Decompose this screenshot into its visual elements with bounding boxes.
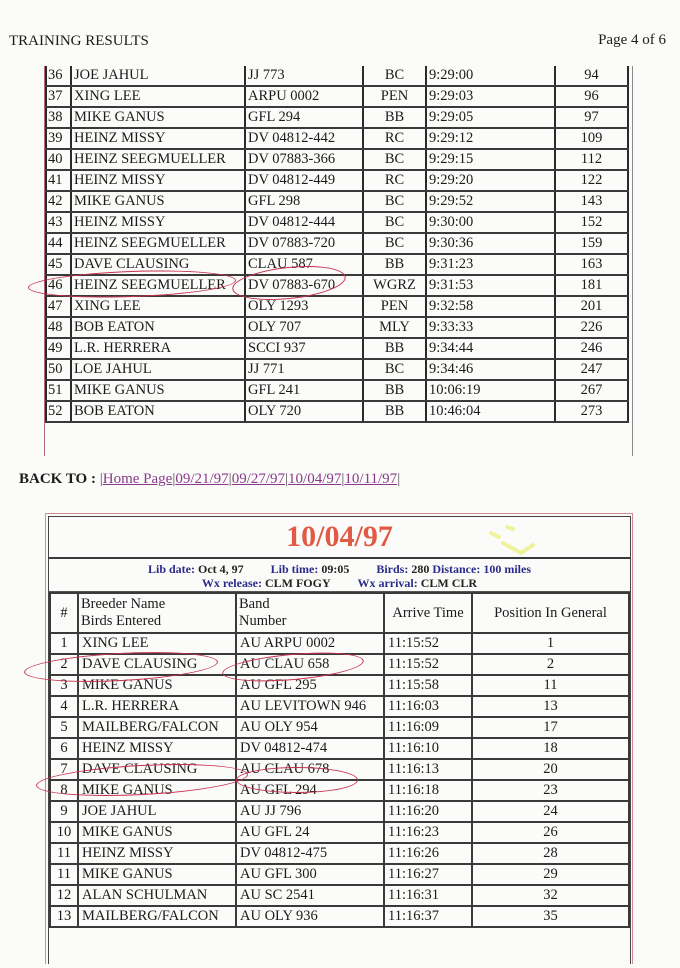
breeder-name: HEINZ MISSY xyxy=(78,738,236,759)
arrive-time: 9:29:00 xyxy=(426,66,555,86)
position: 96 xyxy=(555,86,628,107)
table-row xyxy=(46,338,628,359)
arrive-time: 9:32:58 xyxy=(426,296,555,317)
wx-release-label: Wx release: xyxy=(201,576,262,590)
row-number: 9 xyxy=(50,801,78,822)
row-number: 39 xyxy=(46,128,71,149)
band-number: GFL 241 xyxy=(245,380,363,401)
table-row xyxy=(46,233,628,254)
breeder-name: ALAN SCHULMAN xyxy=(78,885,236,906)
row-number: 40 xyxy=(46,149,71,170)
band-number: AU GFL 295 xyxy=(236,675,384,696)
breeder-name: MIKE GANUS xyxy=(78,864,236,885)
row-number: 43 xyxy=(46,212,71,233)
breeder-name: HEINZ MISSY xyxy=(78,843,236,864)
band-number: DV 04812-442 xyxy=(245,128,363,149)
race-info xyxy=(49,559,630,592)
row-number: 37 xyxy=(46,86,71,107)
col-header-num: # xyxy=(50,593,78,633)
page-indicator: Page 4 of 6 xyxy=(598,32,666,48)
col-header-band-line1: Band xyxy=(239,596,270,612)
table-row xyxy=(46,401,628,422)
arrive-time: 9:29:52 xyxy=(426,191,555,212)
bird-color: BC xyxy=(363,149,426,170)
table-row xyxy=(46,86,628,107)
bird-color: BB xyxy=(363,254,426,275)
arrive-time: 9:29:03 xyxy=(426,86,555,107)
row-number: 48 xyxy=(46,317,71,338)
link-09-27-97[interactable]: 09/27/97 xyxy=(231,471,286,487)
band-number: DV 04812-444 xyxy=(245,212,363,233)
table-header-row xyxy=(50,593,629,633)
race-date-title: 10/04/97 xyxy=(49,517,630,559)
lib-time-label: Lib time: xyxy=(270,562,319,576)
position: 143 xyxy=(555,191,628,212)
table-row xyxy=(46,128,628,149)
band-number: OLY 1293 xyxy=(245,296,363,317)
arrive-time: 9:29:05 xyxy=(426,107,555,128)
table-row xyxy=(46,359,628,380)
table-row xyxy=(50,654,629,675)
breeder-name: HEINZ MISSY xyxy=(71,128,245,149)
breeder-name: MIKE GANUS xyxy=(78,822,236,843)
breeder-name: HEINZ SEEGMUELLER xyxy=(71,149,245,170)
position: 246 xyxy=(555,338,628,359)
band-number: OLY 707 xyxy=(245,317,363,338)
row-number: 36 xyxy=(46,66,71,86)
arrive-time: 11:16:09 xyxy=(384,717,472,738)
table-row xyxy=(50,717,629,738)
bird-color: BB xyxy=(363,107,426,128)
row-number: 2 xyxy=(50,654,78,675)
table-row xyxy=(50,822,629,843)
position: 94 xyxy=(555,66,628,86)
breeder-name: MIKE GANUS xyxy=(71,191,245,212)
arrive-time: 9:31:23 xyxy=(426,254,555,275)
bird-color: PEN xyxy=(363,86,426,107)
breeder-name: HEINZ MISSY xyxy=(71,170,245,191)
bird-color: PEN xyxy=(363,296,426,317)
position: 24 xyxy=(472,801,629,822)
band-number: ARPU 0002 xyxy=(245,86,363,107)
position: 97 xyxy=(555,107,628,128)
position: 152 xyxy=(555,212,628,233)
arrive-time: 10:06:19 xyxy=(426,380,555,401)
position: 32 xyxy=(472,885,629,906)
table-row xyxy=(46,317,628,338)
link-10-11-97[interactable]: 10/11/97 xyxy=(344,471,398,487)
row-number: 41 xyxy=(46,170,71,191)
band-number: AU JJ 796 xyxy=(236,801,384,822)
arrive-time: 11:16:26 xyxy=(384,843,472,864)
position: 159 xyxy=(555,233,628,254)
breeder-name: L.R. HERRERA xyxy=(78,696,236,717)
position: 109 xyxy=(555,128,628,149)
band-number: DV 07883-366 xyxy=(245,149,363,170)
row-number: 44 xyxy=(46,233,71,254)
arrive-time: 9:30:00 xyxy=(426,212,555,233)
table-row xyxy=(46,170,628,191)
table-row xyxy=(46,296,628,317)
table-row xyxy=(46,66,628,86)
table-row xyxy=(50,864,629,885)
arrive-time: 11:16:20 xyxy=(384,801,472,822)
band-number: JJ 771 xyxy=(245,359,363,380)
band-number: AU SC 2541 xyxy=(236,885,384,906)
position: 226 xyxy=(555,317,628,338)
results-table-continued xyxy=(45,66,629,423)
breeder-name: L.R. HERRERA xyxy=(71,338,245,359)
breeder-name: BOB EATON xyxy=(71,401,245,422)
table-row xyxy=(50,633,629,654)
position: 163 xyxy=(555,254,628,275)
breeder-name: JOE JAHUL xyxy=(71,66,245,86)
wx-arrival-label: Wx arrival: xyxy=(357,576,418,590)
lib-date-label: Lib date: xyxy=(147,562,195,576)
table-row xyxy=(46,149,628,170)
bird-color: RC xyxy=(363,128,426,149)
band-number: AU LEVITOWN 946 xyxy=(236,696,384,717)
breeder-name: MIKE GANUS xyxy=(71,107,245,128)
breeder-name: MIKE GANUS xyxy=(71,380,245,401)
band-number: DV 04812-474 xyxy=(236,738,384,759)
arrive-time: 11:16:10 xyxy=(384,738,472,759)
arrive-time: 11:15:52 xyxy=(384,633,472,654)
col-header-breeder-line2: Birds Entered xyxy=(81,613,162,629)
band-number: AU OLY 954 xyxy=(236,717,384,738)
breeder-name: HEINZ SEEGMUELLER xyxy=(71,233,245,254)
row-number: 51 xyxy=(46,380,71,401)
breeder-name: XING LEE xyxy=(71,86,245,107)
position: 20 xyxy=(472,759,629,780)
row-number: 50 xyxy=(46,359,71,380)
wx-release-value: CLM FOGY xyxy=(264,576,331,590)
position: 29 xyxy=(472,864,629,885)
link-home-page[interactable]: Home Page xyxy=(102,471,173,487)
breeder-name: HEINZ SEEGMUELLER xyxy=(71,275,245,296)
arrive-time: 11:16:18 xyxy=(384,780,472,801)
table-row xyxy=(50,843,629,864)
race-results-table xyxy=(49,592,630,928)
row-number: 13 xyxy=(50,906,78,927)
position: 18 xyxy=(472,738,629,759)
bird-color: BC xyxy=(363,212,426,233)
arrive-time: 9:31:53 xyxy=(426,275,555,296)
breeder-name: MIKE GANUS xyxy=(78,780,236,801)
bird-color: RC xyxy=(363,170,426,191)
table-row xyxy=(50,885,629,906)
table-row xyxy=(50,906,629,927)
bird-color: BB xyxy=(363,338,426,359)
breeder-name: XING LEE xyxy=(78,633,236,654)
row-number: 3 xyxy=(50,675,78,696)
col-header-breeder-line1: Breeder Name xyxy=(81,596,166,612)
band-number: DV 04812-449 xyxy=(245,170,363,191)
row-number: 10 xyxy=(50,822,78,843)
row-number: 1 xyxy=(50,633,78,654)
highlighter-smudge xyxy=(481,523,541,559)
position: 112 xyxy=(555,149,628,170)
document-title: TRAINING RESULTS xyxy=(9,33,149,49)
row-number: 47 xyxy=(46,296,71,317)
position: 23 xyxy=(472,780,629,801)
bird-color: BB xyxy=(363,380,426,401)
band-number: OLY 720 xyxy=(245,401,363,422)
distance-value: 100 miles xyxy=(483,562,532,576)
col-header-arrive: Arrive Time xyxy=(384,593,472,633)
breeder-name: DAVE CLAUSING xyxy=(78,759,236,780)
row-number: 11 xyxy=(50,864,78,885)
birds-label: Birds: xyxy=(376,562,409,576)
row-number: 42 xyxy=(46,191,71,212)
band-number: AU OLY 936 xyxy=(236,906,384,927)
table-row xyxy=(50,696,629,717)
arrive-time: 11:16:03 xyxy=(384,696,472,717)
breeder-name: MIKE GANUS xyxy=(78,675,236,696)
bird-color: BC xyxy=(363,191,426,212)
table-row xyxy=(46,254,628,275)
band-number: CLAU 587 xyxy=(245,254,363,275)
position: 201 xyxy=(555,296,628,317)
arrive-time: 11:16:31 xyxy=(384,885,472,906)
row-number: 4 xyxy=(50,696,78,717)
back-to-nav: BACK TO : |Home Page|09/21/97|09/27/97|10/04/97|10/11/97| xyxy=(19,471,401,487)
col-header-band-line2: Number xyxy=(239,613,287,629)
row-number: 12 xyxy=(50,885,78,906)
distance-label: Distance: xyxy=(432,562,481,576)
band-number: DV 07883-720 xyxy=(245,233,363,254)
band-number: DV 07883-670 xyxy=(245,275,363,296)
arrive-time: 11:16:13 xyxy=(384,759,472,780)
arrive-time: 10:46:04 xyxy=(426,401,555,422)
table-row xyxy=(46,212,628,233)
band-number: DV 04812-475 xyxy=(236,843,384,864)
band-number: SCCI 937 xyxy=(245,338,363,359)
table-row xyxy=(50,780,629,801)
band-number: AU GFL 300 xyxy=(236,864,384,885)
band-number: GFL 298 xyxy=(245,191,363,212)
row-number: 52 xyxy=(46,401,71,422)
row-number: 5 xyxy=(50,717,78,738)
bird-color: MLY xyxy=(363,317,426,338)
band-number: AU CLAU 678 xyxy=(236,759,384,780)
bird-color: BC xyxy=(363,359,426,380)
race-results-box xyxy=(45,513,633,964)
position: 122 xyxy=(555,170,628,191)
bird-color: BC xyxy=(363,233,426,254)
bird-color: WGRZ xyxy=(363,275,426,296)
table-row xyxy=(46,107,628,128)
table-row xyxy=(46,275,628,296)
position: 273 xyxy=(555,401,628,422)
link-09-21-97[interactable]: 09/21/97 xyxy=(175,471,229,487)
position: 11 xyxy=(472,675,629,696)
row-number: 11 xyxy=(50,843,78,864)
breeder-name: BOB EATON xyxy=(71,317,245,338)
position: 17 xyxy=(472,717,629,738)
band-number: GFL 294 xyxy=(245,107,363,128)
breeder-name: MAILBERG/FALCON xyxy=(78,717,236,738)
arrive-time: 9:29:12 xyxy=(426,128,555,149)
row-number: 8 xyxy=(50,780,78,801)
row-number: 38 xyxy=(46,107,71,128)
arrive-time: 9:34:44 xyxy=(426,338,555,359)
table-right-border xyxy=(632,66,633,456)
breeder-name: JOE JAHUL xyxy=(78,801,236,822)
bird-color: BC xyxy=(363,66,426,86)
breeder-name: MAILBERG/FALCON xyxy=(78,906,236,927)
arrive-time: 11:15:52 xyxy=(384,654,472,675)
arrive-time: 11:15:58 xyxy=(384,675,472,696)
arrive-time: 9:34:46 xyxy=(426,359,555,380)
col-header-breeder xyxy=(78,593,236,633)
row-number: 45 xyxy=(46,254,71,275)
position: 267 xyxy=(555,380,628,401)
lib-time-value: 09:05 xyxy=(321,562,350,576)
position: 247 xyxy=(555,359,628,380)
band-number: JJ 773 xyxy=(245,66,363,86)
table-row xyxy=(46,380,628,401)
arrive-time: 11:16:27 xyxy=(384,864,472,885)
birds-value: 280 xyxy=(411,562,430,576)
arrive-time: 9:30:36 xyxy=(426,233,555,254)
col-header-band xyxy=(236,593,384,633)
lib-date-value: Oct 4, 97 xyxy=(198,562,244,576)
band-number: AU GFL 294 xyxy=(236,780,384,801)
row-number: 49 xyxy=(46,338,71,359)
band-number: AU CLAU 658 xyxy=(236,654,384,675)
bird-color: BB xyxy=(363,401,426,422)
back-to-label: BACK TO : xyxy=(19,471,96,487)
arrive-time: 9:29:20 xyxy=(426,170,555,191)
col-header-position: Position In General xyxy=(472,593,629,633)
band-number: AU GFL 24 xyxy=(236,822,384,843)
table-row xyxy=(50,801,629,822)
row-number: 46 xyxy=(46,275,71,296)
arrive-time: 11:16:37 xyxy=(384,906,472,927)
arrive-time: 11:16:23 xyxy=(384,822,472,843)
row-number: 6 xyxy=(50,738,78,759)
row-number: 7 xyxy=(50,759,78,780)
breeder-name: XING LEE xyxy=(71,296,245,317)
link-10-04-97[interactable]: 10/04/97 xyxy=(288,471,342,487)
band-number: AU ARPU 0002 xyxy=(236,633,384,654)
arrive-time: 9:29:15 xyxy=(426,149,555,170)
position: 35 xyxy=(472,906,629,927)
table-row xyxy=(50,738,629,759)
position: 181 xyxy=(555,275,628,296)
position: 2 xyxy=(472,654,629,675)
position: 13 xyxy=(472,696,629,717)
breeder-name: DAVE CLAUSING xyxy=(78,654,236,675)
arrive-time: 9:33:33 xyxy=(426,317,555,338)
table-row xyxy=(46,191,628,212)
breeder-name: HEINZ MISSY xyxy=(71,212,245,233)
position: 26 xyxy=(472,822,629,843)
table-row xyxy=(50,759,629,780)
table-row xyxy=(50,675,629,696)
wx-arrival-value: CLM CLR xyxy=(420,576,478,590)
breeder-name: LOE JAHUL xyxy=(71,359,245,380)
breeder-name: DAVE CLAUSING xyxy=(71,254,245,275)
position: 1 xyxy=(472,633,629,654)
position: 28 xyxy=(472,843,629,864)
